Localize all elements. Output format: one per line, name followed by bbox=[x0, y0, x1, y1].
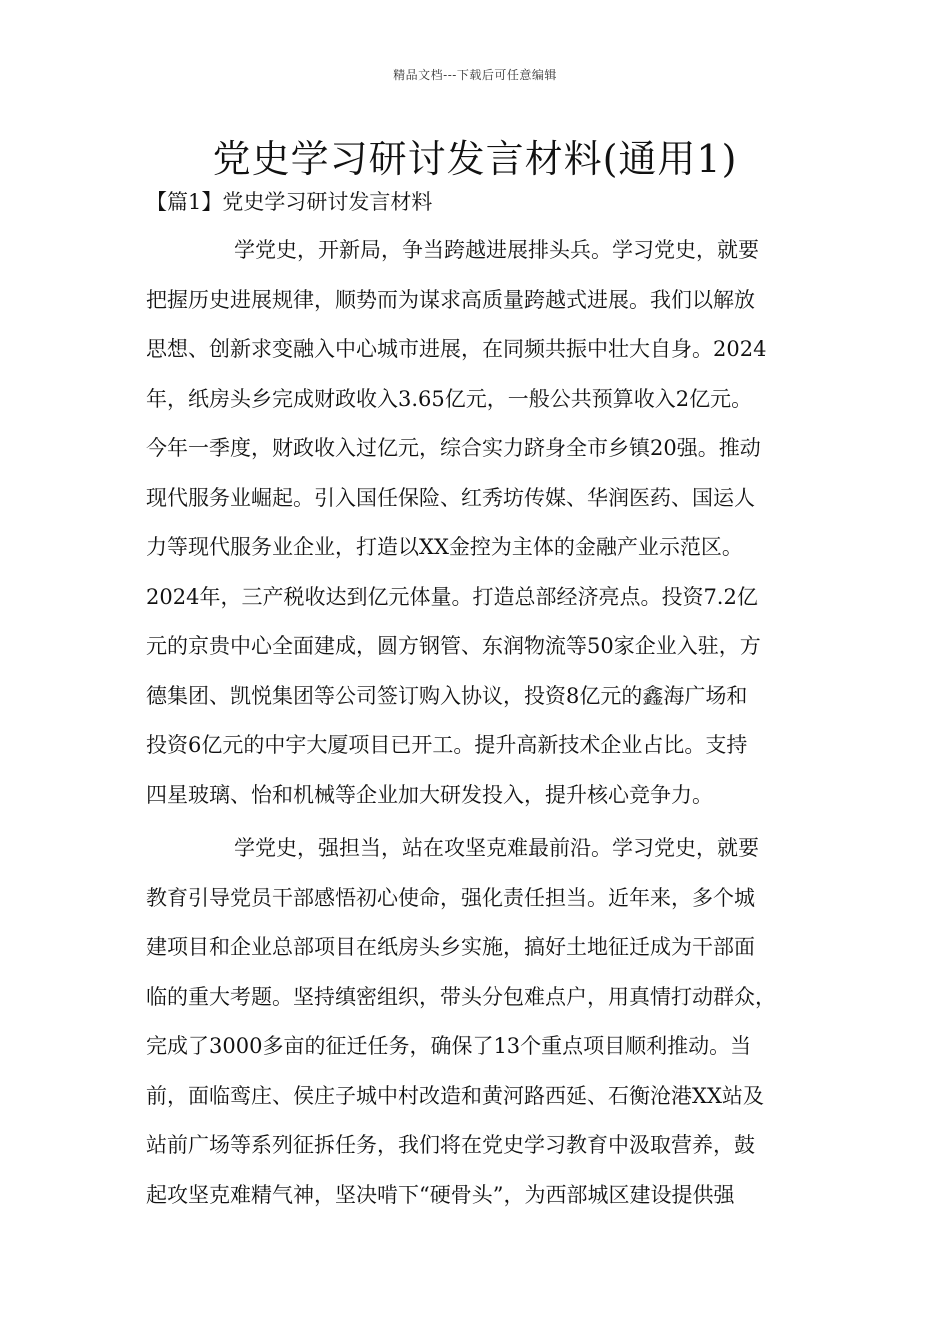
paragraph-line: 临的重大考题。坚持缜密组织，带头分包难点户，用真情打动群众， bbox=[146, 984, 776, 1009]
paragraph-line: 完成了3000多亩的征迁任务，确保了13个重点项目顺利推动。当 bbox=[146, 1034, 752, 1058]
paragraph-line: 年，纸房头乡完成财政收入3.65亿元，一般公共预算收入2亿元。 bbox=[146, 386, 753, 411]
paragraph-line: 把握历史进展规律，顺势而为谋求高质量跨越式进展。我们以解放 bbox=[146, 287, 755, 312]
paragraph-line: 四星玻璃、怡和机械等企业加大研发投入，提升核心竞争力。 bbox=[146, 782, 713, 807]
paragraph-line: 2024年，三产税收达到亿元体量。打造总部经济亮点。投资7.2亿 bbox=[146, 584, 758, 609]
paragraph-line: 站前广场等系列征拆任务，我们将在党史学习教育中汲取营养，鼓 bbox=[146, 1133, 755, 1157]
paragraph-line: 思想、创新求变融入中心城市进展，在同频共振中壮大自身。2024 bbox=[146, 337, 767, 361]
paragraph-line: 现代服务业崛起。引入国任保险、红秀坊传媒、华润医药、国运人 bbox=[146, 485, 755, 510]
paragraph-line: 建项目和企业总部项目在纸房头乡实施，搞好土地征迁成为干部面 bbox=[146, 935, 755, 959]
section-heading: 【篇1】党史学习研讨发言材料 bbox=[146, 190, 433, 214]
paragraph-line: 德集团、凯悦集团等公司签订购入协议，投资8亿元的鑫海广场和 bbox=[146, 683, 748, 708]
header-note: 精品文档---下载后可任意编辑 bbox=[393, 68, 557, 82]
paragraph-line: 前，面临鸾庄、侯庄子城中村改造和黄河路西延、石衡沧港XX站及 bbox=[146, 1083, 764, 1108]
paragraph-line: 力等现代服务业企业，打造以XX金控为主体的金融产业示范区。 bbox=[146, 535, 743, 559]
paragraph-line: 教育引导党员干部感悟初心使命，强化责任担当。近年来，多个城 bbox=[146, 885, 755, 910]
paragraph-line: 学党史，强担当，站在攻坚克难最前沿。学习党史，就要 bbox=[234, 836, 759, 860]
paragraph-line: 今年一季度，财政收入过亿元，综合实力跻身全市乡镇20强。推动 bbox=[146, 436, 761, 460]
paragraph-line: 元的京贵中心全面建成，圆方钢管、东润物流等50家企业入驻，方 bbox=[146, 634, 761, 658]
paragraph-2 bbox=[146, 824, 810, 1220]
document-title: 党史学习研讨发言材料(通用1) bbox=[212, 137, 738, 181]
paragraph-line: 学党史，开新局，争当跨越进展排头兵。学习党史，就要 bbox=[234, 238, 759, 262]
paragraph-line: 起攻坚克难精气神，坚决啃下“硬骨头”，为西部城区建设提供强 bbox=[146, 1182, 735, 1207]
paragraph-line: 投资6亿元的中宇大厦项目已开工。提升高新技术企业占比。支持 bbox=[146, 733, 748, 757]
paragraph-1 bbox=[146, 226, 810, 820]
